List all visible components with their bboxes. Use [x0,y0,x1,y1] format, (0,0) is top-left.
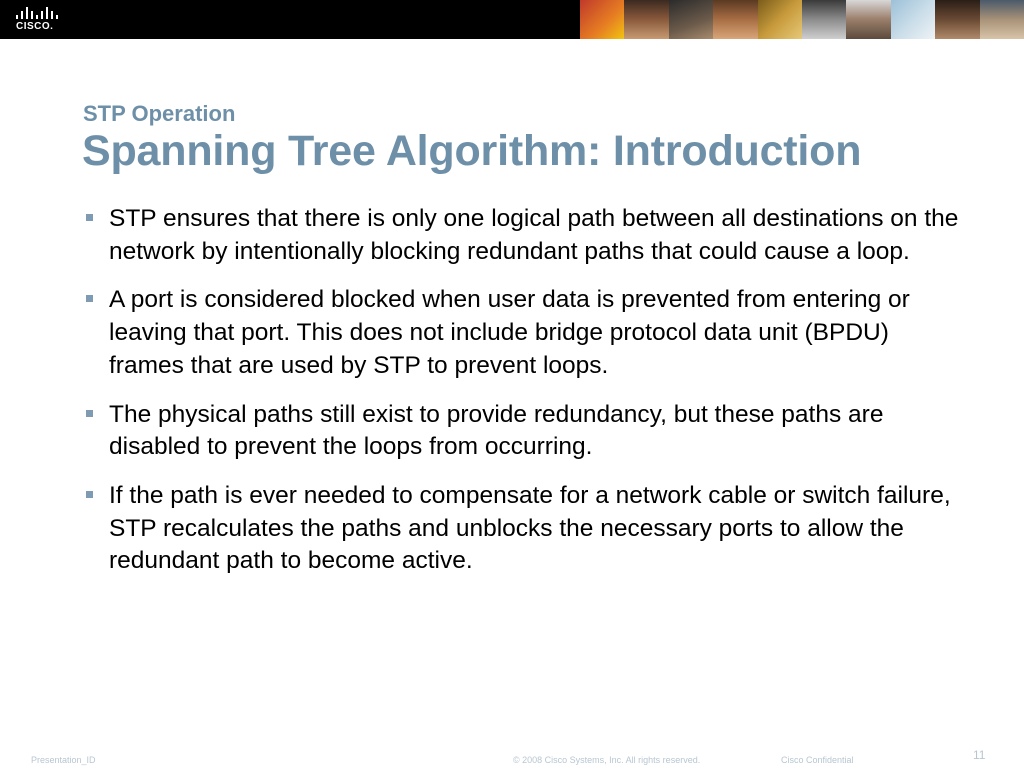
square-bullet-icon [86,214,93,221]
bullet-item [84,284,964,382]
footer-copyright: © 2008 Cisco Systems, Inc. All rights reserved. [513,755,701,765]
bullet-text: STP ensures that there is only one logical path between all destinations on the network by intentionally blocking redundant paths that could cause a loop. [109,205,959,265]
bullet-item [84,203,964,268]
bullet-text: A port is considered blocked when user data is prevented from entering or leaving that port. This does not include bridge protocol data unit (BPDU) frames that are used by STP to prevent loops. [109,286,910,379]
cisco-logo-text: CISCO. [16,21,54,32]
header-photo [624,0,668,39]
header-photo [713,0,757,39]
footer-presentation-id: Presentation_ID [31,755,96,765]
bullet-item [84,399,964,464]
header-photo [980,0,1024,39]
header-photo [935,0,979,39]
slide-subtitle: STP Operation [83,101,236,126]
header-photo [669,0,713,39]
footer-confidential: Cisco Confidential [781,755,854,765]
header-photo [758,0,802,39]
header-photo [580,0,624,39]
square-bullet-icon [86,295,93,302]
header-photo [846,0,890,39]
bullet-item [84,480,964,578]
header-photo-strip [580,0,1024,39]
slide-title: Spanning Tree Algorithm: Introduction [82,127,862,175]
header-photo [891,0,935,39]
square-bullet-icon [86,491,93,498]
header-bar [0,0,1024,39]
bullet-text: The physical paths still exist to provide redundancy, but these paths are disabled to prevent the loops from occurring. [109,400,884,461]
bullet-list [84,203,964,594]
square-bullet-icon [86,410,93,417]
bullet-text: If the path is ever needed to compensate for a network cable or switch failure, STP recalculates the paths and unblocks the necessary ports to allow the redundant path to become active. [109,481,951,575]
page-number: 11 [973,748,986,762]
header-photo [802,0,846,39]
